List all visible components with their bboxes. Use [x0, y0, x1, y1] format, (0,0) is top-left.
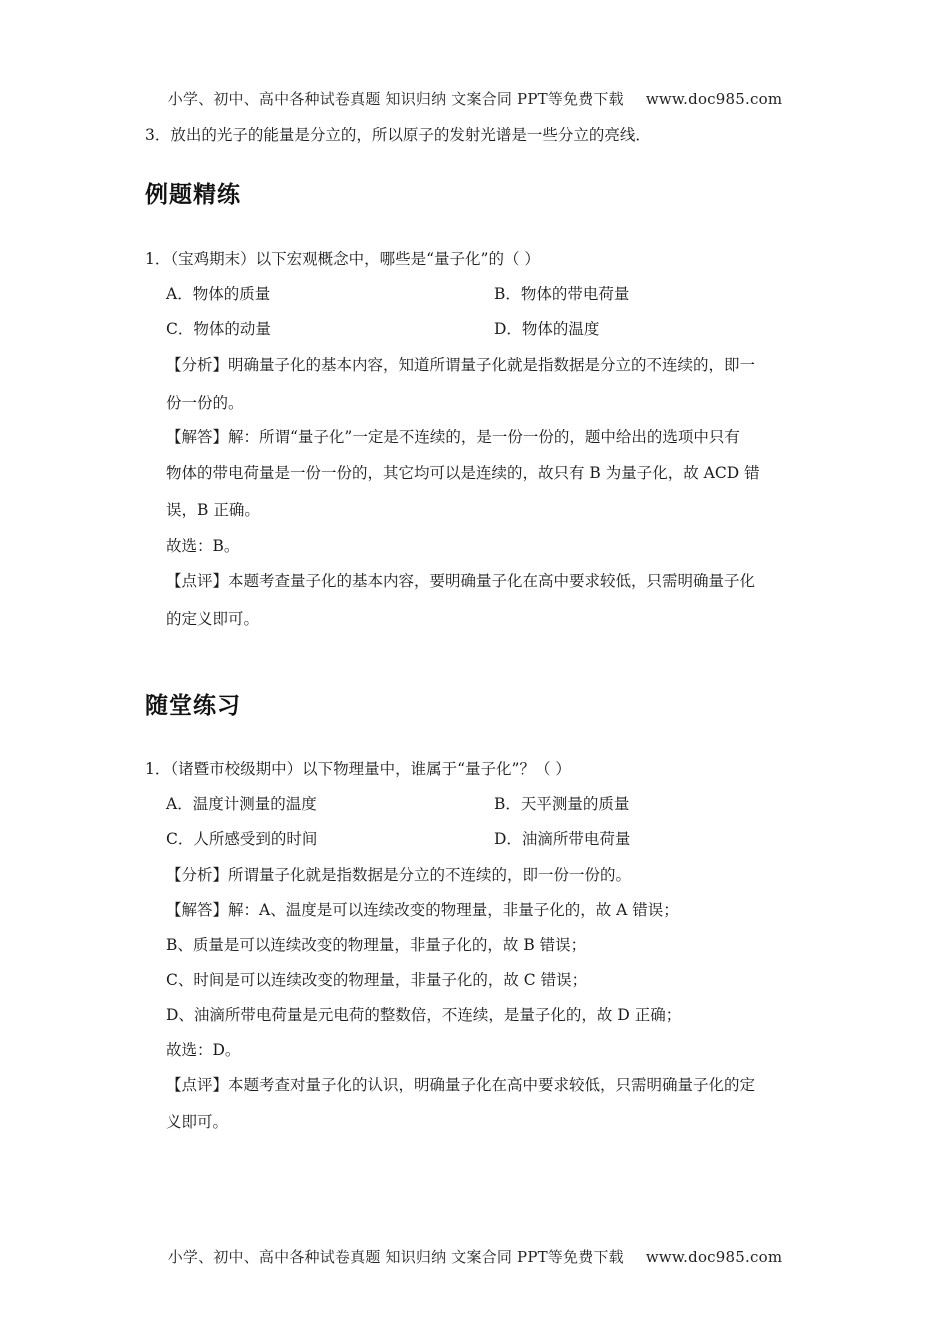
- practice-analysis: 【分析】所谓量子化就是指数据是分立的不连续的，即一份一份的。: [166, 866, 632, 884]
- practice-option-c: C．人所感受到的时间: [166, 830, 318, 848]
- example-analysis-line1: 【分析】明确量子化的基本内容，知道所谓量子化就是指数据是分立的不连续的，即一: [166, 356, 756, 374]
- example-analysis-line2: 份一份的。: [166, 394, 244, 412]
- practice-comment-line2: 义即可。: [166, 1113, 229, 1131]
- example-comment-line2: 的定义即可。: [166, 610, 260, 628]
- practice-question: 1．（诸暨市校级期中）以下物理量中，谁属于“量子化”？（ ）: [145, 760, 571, 778]
- example-option-a: A．物体的质量: [166, 285, 271, 303]
- footer-text: 小学、初中、高中各种试卷真题 知识归纳 文案合同 PPT等免费下载: [167, 1248, 624, 1266]
- practice-option-a: A．温度计测量的温度: [166, 795, 317, 813]
- example-option-d: D．物体的温度: [494, 320, 600, 338]
- example-comment-line1: 【点评】本题考查量子化的基本内容，要明确量子化在高中要求较低，只需明确量子化: [166, 572, 756, 590]
- example-answer-line1: 【解答】解：所谓“量子化”一定是不连续的，是一份一份的，题中给出的选项中只有: [166, 428, 740, 446]
- practice-answer-line2: B、质量是可以连续改变的物理量，非量子化的，故 B 错误；: [166, 936, 587, 954]
- example-choice: 故选：B。: [166, 537, 240, 555]
- page-footer: [0, 1246, 950, 1267]
- example-answer-line3: 误，B 正确。: [166, 501, 260, 519]
- example-option-b: B．物体的带电荷量: [494, 285, 630, 303]
- practice-comment-line1: 【点评】本题考查对量子化的认识，明确量子化在高中要求较低，只需明确量子化的定: [166, 1076, 756, 1094]
- header-text: 小学、初中、高中各种试卷真题 知识归纳 文案合同 PPT等免费下载: [167, 90, 624, 108]
- header-site-link[interactable]: www.doc985.com: [645, 90, 783, 108]
- section-title-practice: 随堂练习: [145, 693, 241, 719]
- example-option-c: C．物体的动量: [166, 320, 271, 338]
- practice-answer-line4: D、油滴所带电荷量是元电荷的整数倍，不连续，是量子化的，故 D 正确；: [166, 1006, 682, 1024]
- section-title-examples: 例题精练: [145, 182, 241, 208]
- practice-option-d: D．油滴所带电荷量: [494, 830, 631, 848]
- page-header: [0, 88, 950, 109]
- practice-choice: 故选：D。: [166, 1041, 241, 1059]
- footer-site-link[interactable]: www.doc985.com: [645, 1248, 783, 1266]
- practice-option-b: B．天平测量的质量: [494, 795, 630, 813]
- practice-answer-line3: C、时间是可以连续改变的物理量，非量子化的，故 C 错误；: [166, 971, 588, 989]
- practice-answer-line1: 【解答】解：A、温度是可以连续改变的物理量，非量子化的，故 A 错误；: [166, 901, 679, 919]
- example-question: 1．（宝鸡期末）以下宏观概念中，哪些是“量子化”的（ ）: [145, 250, 540, 268]
- intro-point: 3．放出的光子的能量是分立的，所以原子的发射光谱是一些分立的亮线．: [145, 126, 651, 144]
- example-answer-line2: 物体的带电荷量是一份一份的，其它均可以是连续的，故只有 B 为量子化，故 ACD 错: [166, 464, 760, 482]
